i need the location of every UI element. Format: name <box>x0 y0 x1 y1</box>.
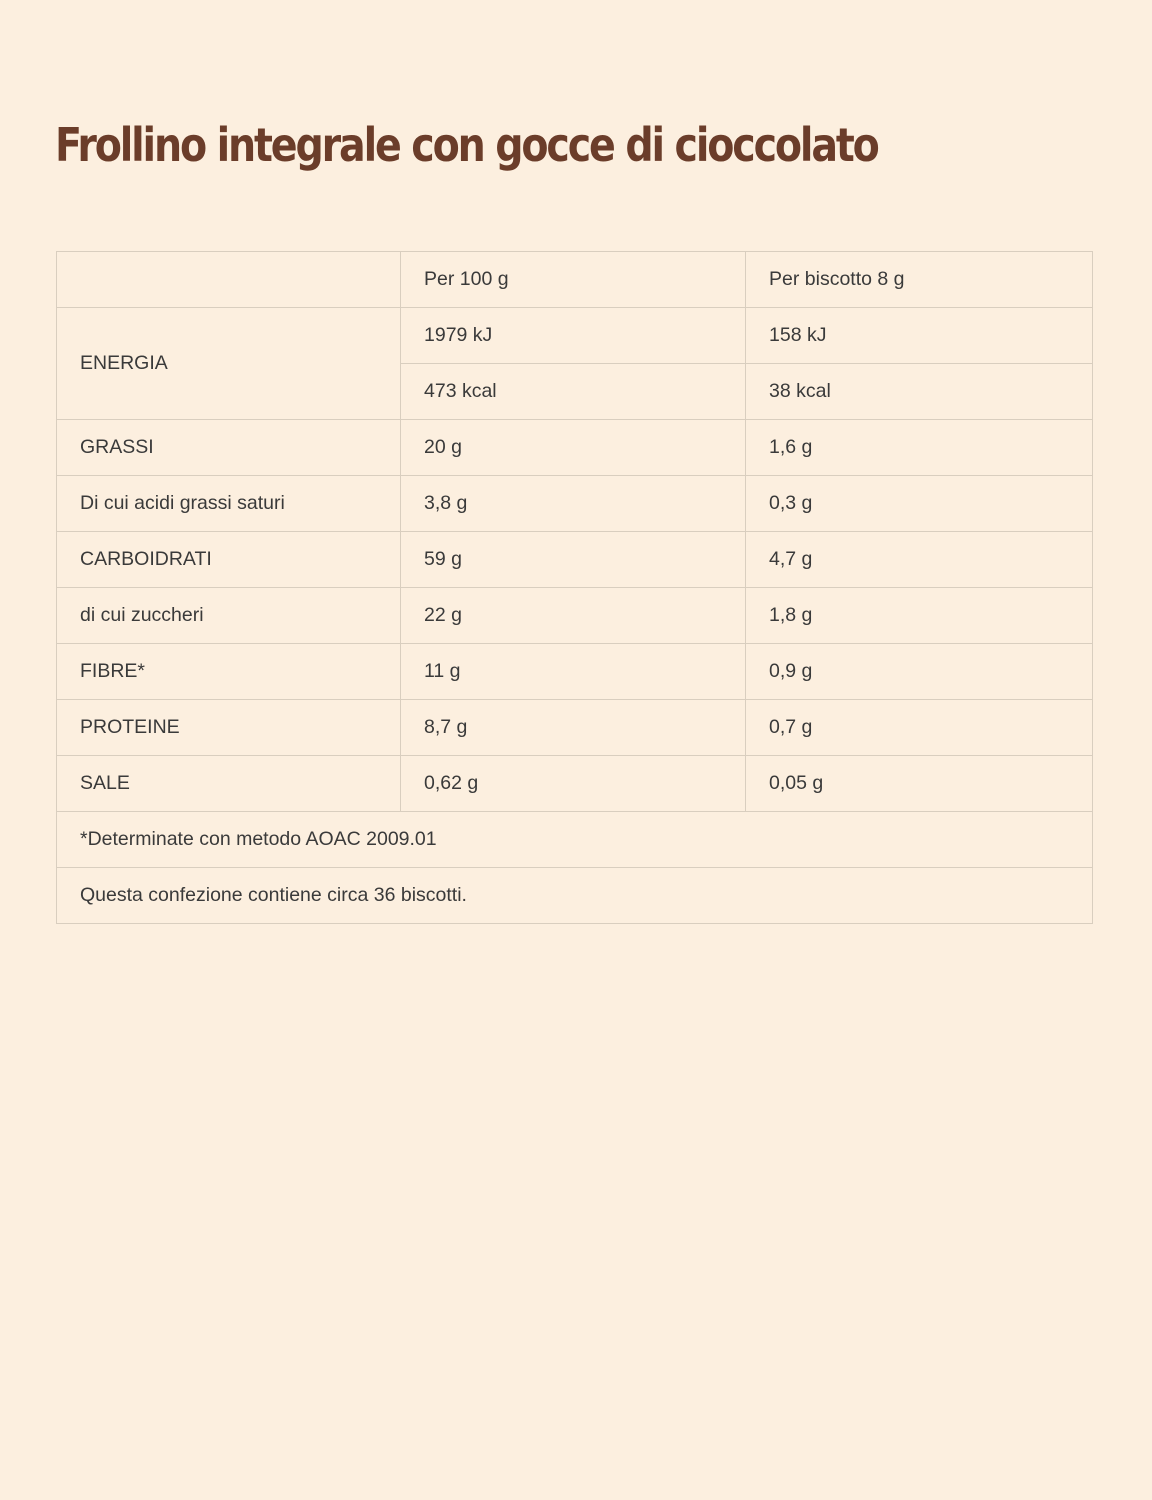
energy-kj-per-biscuit: 158 kJ <box>746 308 1093 364</box>
footnote-row <box>57 868 1093 924</box>
table-row <box>57 420 1093 476</box>
table-row <box>57 588 1093 644</box>
table-row <box>57 700 1093 756</box>
row-label: FIBRE* <box>57 644 401 700</box>
table-row <box>57 644 1093 700</box>
energy-kcal-per-biscuit: 38 kcal <box>746 364 1093 420</box>
value-per-biscuit: 0,9 g <box>746 644 1093 700</box>
value-per-100g: 11 g <box>401 644 746 700</box>
footnote-package-count: Questa confezione contiene circa 36 biscotti. <box>57 868 1093 924</box>
row-label: SALE <box>57 756 401 812</box>
value-per-biscuit: 4,7 g <box>746 532 1093 588</box>
table-row <box>57 756 1093 812</box>
header-per-100g: Per 100 g <box>401 252 746 308</box>
value-per-100g: 8,7 g <box>401 700 746 756</box>
value-per-100g: 3,8 g <box>401 476 746 532</box>
value-per-biscuit: 1,6 g <box>746 420 1093 476</box>
value-per-biscuit: 1,8 g <box>746 588 1093 644</box>
row-label: di cui zuccheri <box>57 588 401 644</box>
table-row <box>57 476 1093 532</box>
row-label: Di cui acidi grassi saturi <box>57 476 401 532</box>
row-label: CARBOIDRATI <box>57 532 401 588</box>
value-per-100g: 20 g <box>401 420 746 476</box>
table-row-energy-kj <box>57 308 1093 364</box>
value-per-biscuit: 0,7 g <box>746 700 1093 756</box>
header-per-biscuit: Per biscotto 8 g <box>746 252 1093 308</box>
page-title: Frollino integrale con gocce di cioccolato <box>55 118 878 172</box>
value-per-100g: 0,62 g <box>401 756 746 812</box>
energy-kj-per-100g: 1979 kJ <box>401 308 746 364</box>
table-row <box>57 532 1093 588</box>
value-per-100g: 59 g <box>401 532 746 588</box>
row-label-energy: ENERGIA <box>57 308 401 420</box>
value-per-100g: 22 g <box>401 588 746 644</box>
header-cell-empty <box>57 252 401 308</box>
nutrition-table <box>56 251 1093 924</box>
table-header-row <box>57 252 1093 308</box>
energy-kcal-per-100g: 473 kcal <box>401 364 746 420</box>
value-per-biscuit: 0,05 g <box>746 756 1093 812</box>
row-label: GRASSI <box>57 420 401 476</box>
value-per-biscuit: 0,3 g <box>746 476 1093 532</box>
footnote-method: *Determinate con metodo AOAC 2009.01 <box>57 812 1093 868</box>
footnote-row <box>57 812 1093 868</box>
row-label: PROTEINE <box>57 700 401 756</box>
